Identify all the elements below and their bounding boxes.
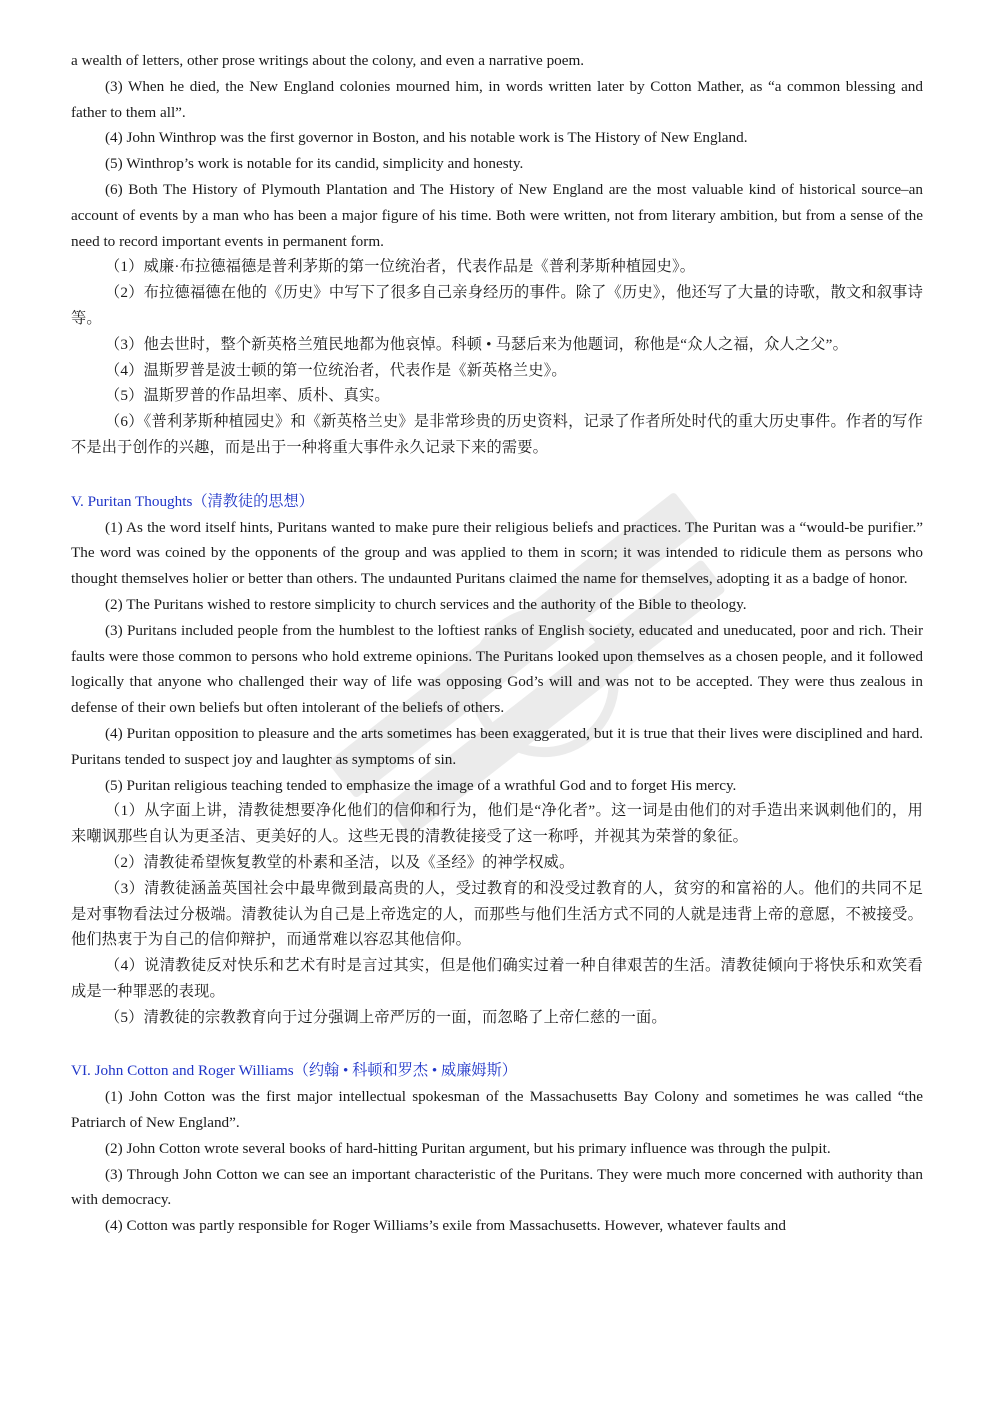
paragraph-en: (6) Both The History of Plymouth Plantation and The History of New England are the most valuable kind of historical source–an account of events by a man who has been a major figure of his time. Both were written, not from literary ambition, but from a sense of the need to record important events in permanent form. <box>71 180 923 250</box>
paragraph-cn: （4）说清教徒反对快乐和艺术有时是言过其实，但是他们确实过着一种自律艰苦的生活。清教徒倾向于将快乐和欢笑看成是一种罪恶的表现。 <box>71 957 923 1000</box>
paragraph-en: (4) Puritan opposition to pleasure and the arts sometimes has been exaggerated, but it is true that their lives were disciplined and hard. Puritans tended to suspect joy and laughter as symptoms of sin. <box>71 724 923 768</box>
paragraph-cn: （3）清教徒涵盖英国社会中最卑微到最高贵的人，受过教育的和没受过教育的人，贫穷的和富裕的人。他们的共同不足是对事物看法过分极端。清教徒认为自己是上帝选定的人，而那些与他们生活方式不同的人就是违背上帝的意愿，不被接受。他们热衷于为自己的信仰辩护，而通常难以容忍其他信仰。 <box>71 879 923 949</box>
paragraph-cn: （1）威廉·布拉德福德是普利茅斯的第一位统治者，代表作品是《普利茅斯种植园史》。 <box>105 258 696 276</box>
paragraph-cn: （2）布拉德福德在他的《历史》中写下了很多自己亲身经历的事件。除了《历史》，他还写了大量的诗歌，散文和叙事诗等。 <box>71 284 923 327</box>
paragraph-cn: （3）他去世时，整个新英格兰殖民地都为他哀悼。科顿 • 马瑟后来为他题词，称他是“众人之福，众人之父”。 <box>105 335 849 353</box>
paragraph-cn: （1）从字面上讲，清教徒想要净化他们的信仰和行为，他们是“净化者”。这一词是由他们的对手造出来讽刺他们的，用来嘲讽那些自认为更圣洁、更美好的人。这些无畏的清教徒接受了这一称呼，并视其为荣誉的象征。 <box>71 802 923 846</box>
section-heading-puritan-thoughts: V. Puritan Thoughts（清教徒的思想） <box>71 492 314 510</box>
paragraph-cn: （5）温斯罗普的作品坦率、质朴、真实。 <box>105 387 390 405</box>
section-heading-cotton-williams: VI. John Cotton and Roger Williams（约翰 • 科顿和罗杰 • 威廉姆斯） <box>71 1062 517 1080</box>
paragraph-en: (3) Through John Cotton we can see an important characteristic of the Puritans. They were much more concerned with authority than with democracy. <box>71 1165 923 1209</box>
paragraph-cn: （5）清教徒的宗教教育向于过分强调上帝严厉的一面，而忽略了上帝仁慈的一面。 <box>105 1008 667 1026</box>
paragraph-en: (2) John Cotton wrote several books of hard-hitting Puritan argument, but his primary influence was through the pulpit. <box>105 1139 831 1157</box>
paragraph-en: (4) John Winthrop was the first governor in Boston, and his notable work is The History of New England. <box>105 129 748 147</box>
paragraph-cn: （2）清教徒希望恢复教堂的朴素和圣洁，以及《圣经》的神学权威。 <box>105 853 575 871</box>
paragraph-en: (5) Winthrop’s work is notable for its candid, simplicity and honesty. <box>105 155 524 173</box>
paragraph-en: (1) As the word itself hints, Puritans wanted to make pure their religious beliefs and practices. The Puritan was a “would-be purifier.” The word was coined by the opponents of the group and was applied to them in scorn; it was intended to ridicule them as persons who thought themselves holier or better than others. The undaunted Puritans claimed the name for themselves, adopting it as a badge of honor. <box>71 518 923 588</box>
paragraph-en: (1) John Cotton was the first major intellectual spokesman of the Massachusetts Bay Colony and sometimes he was called “the Patriarch of New England”. <box>71 1088 923 1132</box>
paragraph-cn: （6）《普利茅斯种植园史》和《新英格兰史》是非常珍贵的历史资料，记录了作者所处时代的重大历史事件。作者的写作不是出于创作的兴趣，而是出于一种将重大事件永久记录下来的需要。 <box>71 413 923 456</box>
paragraph-en: (3) When he died, the New England colonies mourned him, in words written later by Cotton Mather, as “a common blessing and father to them all”. <box>71 77 923 121</box>
paragraph-en: a wealth of letters, other prose writings about the colony, and even a narrative poem. <box>71 52 585 69</box>
document-page <box>71 48 923 1239</box>
paragraph-en: (2) The Puritans wished to restore simplicity to church services and the authority of the Bible to theology. <box>105 595 747 613</box>
paragraph-en: (5) Puritan religious teaching tended to emphasize the image of a wrathful God and to forget His mercy. <box>105 776 737 794</box>
paragraph-en: (4) Cotton was partly responsible for Roger Williams’s exile from Massachusetts. However, whatever faults and <box>105 1217 786 1235</box>
paragraph-cn: （4）温斯罗普是波士顿的第一位统治者，代表作是《新英格兰史》。 <box>105 361 567 379</box>
paragraph-en: (3) Puritans included people from the humblest to the loftiest ranks of English society, educated and uneducated, poor and rich. Their faults were those common to persons who hold extreme opinions. The Puritans looked upon themselves as a chosen people, and it followed logically that anyone who challenged their way of life was opposing God’s will and was not to be accepted. They were thus zealous in defense of their own beliefs but often intolerant of the beliefs of others. <box>71 621 923 717</box>
